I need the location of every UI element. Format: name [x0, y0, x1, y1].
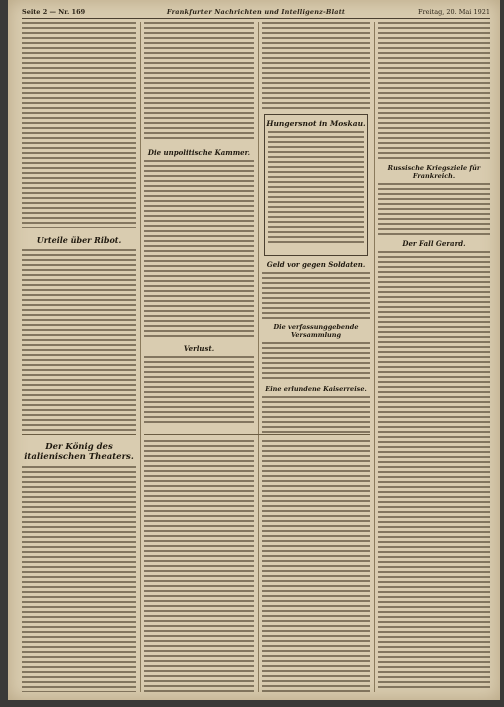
- column-2-lower: [144, 440, 254, 692]
- article-body: [262, 272, 370, 320]
- article-title: Der König des italienischen Theaters.: [24, 442, 134, 462]
- article-title: Verlust.: [183, 344, 215, 353]
- article-body: [268, 131, 364, 246]
- article-body: [22, 249, 136, 431]
- newspaper-page: [8, 0, 500, 700]
- column-1-lower: [22, 440, 136, 692]
- article-body: [378, 183, 490, 235]
- column-rule: [258, 22, 259, 692]
- article-body: [144, 160, 254, 340]
- article-body: [22, 466, 136, 692]
- article-title: Die verfassunggebende Versammlung: [273, 323, 359, 339]
- section-divider: [144, 434, 370, 435]
- column-rule: [374, 22, 375, 692]
- article-body: [144, 356, 254, 426]
- masthead-title: Frankfurter Nachrichten und Intelligenz-Blatt: [166, 8, 346, 16]
- article-body: [262, 342, 370, 382]
- column-2: [144, 22, 254, 434]
- article-title: Urteile über Ribot.: [36, 235, 122, 245]
- article-body: [378, 22, 490, 160]
- column-3: [262, 22, 370, 434]
- article-title: Russische Kriegsziele für Frankreich.: [387, 164, 481, 180]
- column-rule: [140, 22, 141, 692]
- article-body: [262, 22, 370, 110]
- page-number: Seite 2 — Nr. 169: [22, 8, 86, 16]
- section-divider: [22, 434, 136, 435]
- article-title: Eine erlundene Kaiserreise.: [265, 385, 367, 393]
- article-body: [144, 22, 254, 142]
- article-body: [378, 251, 490, 691]
- column-4: [378, 22, 490, 692]
- article-title: Hungersnot in Moskau.: [266, 119, 366, 128]
- column-3-lower: [262, 440, 370, 692]
- page-header: [22, 6, 490, 19]
- article-title: Geld vor gegen Soldaten.: [266, 260, 366, 269]
- article-body: [262, 440, 370, 692]
- article-title: Die unpolitische Kammer.: [147, 148, 251, 157]
- article-body: [144, 440, 254, 692]
- article-body: [22, 22, 136, 228]
- issue-date: Freitag, 20. Mai 1921: [418, 8, 490, 16]
- article-body: [262, 396, 370, 434]
- article-title: Der Fall Gerard.: [402, 239, 466, 248]
- boxed-article: [264, 114, 368, 256]
